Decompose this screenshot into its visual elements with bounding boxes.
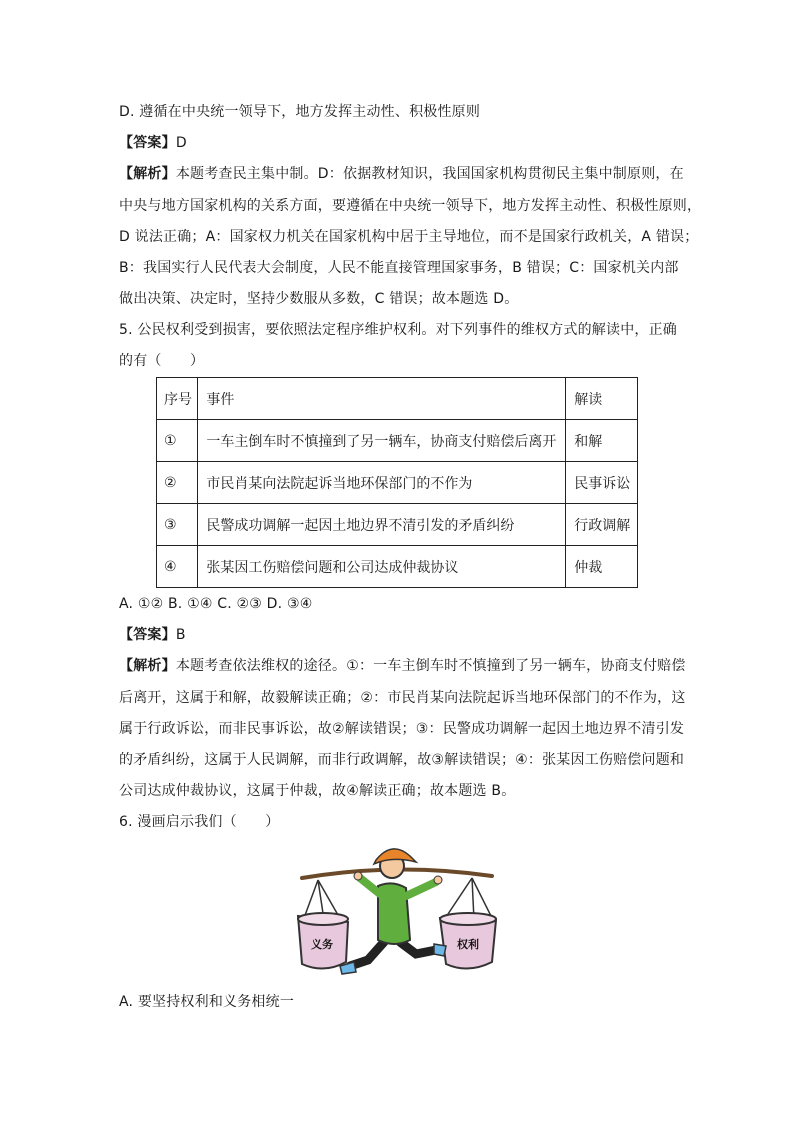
table-header-cell: 序号 [157,378,198,420]
table-header-row [157,378,638,420]
table-cell: 仲裁 [566,546,638,588]
table-cell: ② [157,462,198,504]
right-basket-rim [440,913,496,925]
table-cell: 和解 [566,420,638,462]
question-6-option-a: A. 要坚持权利和义务相统一 [119,994,295,1010]
front-shoe [434,944,446,956]
analysis-1-line-2: 中央与地方国家机构的关系方面，要遵循在中央统一领导下，地方发挥主动性、积极性原则， [119,198,702,214]
table-cell: ③ [157,504,198,546]
table-row [157,462,638,504]
question-5-options: A. ①② B. ①④ C. ②③ D. ③④ [119,596,313,612]
front-leg [400,942,436,954]
question-5-stem-line-2: 的有（ ） [119,353,205,369]
table-row [157,420,638,462]
analysis-2-line-5: 公司达成仲裁协议，这属于仲裁，故④解读正确；故本题选 B。 [119,783,516,799]
table-cell: 行政调解 [566,504,638,546]
answer-line-1 [119,133,679,153]
right-arm [406,882,436,896]
left-basket-rim [298,913,348,925]
question-6-stem: 6. 漫画启示我们（ ） [119,814,280,830]
answer-value: B [175,627,186,643]
answer-label: 【答案】 [119,627,176,643]
left-hand [354,872,362,880]
table-cell: ④ [157,546,198,588]
option-d-previous: D. 遵循在中央统一领导下，地方发挥主动性、积极性原则 [119,104,481,120]
analysis-2-line-3: 属于行政诉讼，而非民事诉讼，故②解读错误；③：民警成功调解一起因土地边界不清引发 [119,721,685,737]
table-row [157,546,638,588]
analysis-1-line-4: B：我国实行人民代表大会制度，人民不能直接管理国家事务，B 错误；C：国家机关内部 [119,260,679,276]
table-header-cell: 解读 [566,378,638,420]
analysis-1-line-5: 做出决策、决定时，坚持少数服从多数，C 错误；故本题选 D。 [119,291,519,307]
analysis-label: 【解析】 [119,658,176,674]
analysis-2-line-1 [119,656,686,676]
table-row [157,504,638,546]
left-basket-label: 义务 [311,938,333,951]
table-header-cell: 事件 [198,378,566,420]
table-cell: 一车主倒车时不慎撞到了另一辆车，协商支付赔偿后离开 [198,420,566,462]
analysis-text: 本题考查依法维权的途径。①：一车主倒车时不慎撞到了另一辆车，协商支付赔偿 [175,658,686,674]
answer-line-2 [119,625,679,645]
answer-value: D [175,135,187,151]
question-5-stem-line-1: 5. 公民权利受到损害，要依照法定程序维护权利。对下列事件的维权方式的解读中，正确 [119,322,678,338]
table-cell: ① [157,420,198,462]
analysis-text: 本题考查民主集中制。D：依据教材知识，我国国家机构贯彻民主集中制原则，在 [175,166,684,182]
back-leg [350,942,384,966]
analysis-2-line-4: 的矛盾纠纷，这属于人民调解，而非行政调解，故③解读错误；④：张某因工伤赔偿问题和 [119,752,685,768]
table-cell: 市民肖某向法院起诉当地环保部门的不作为 [198,462,566,504]
analysis-2-line-2: 后离开，这属于和解，故毅解读正确；②：市民肖某向法院起诉当地环保部门的不作为，这 [119,690,686,706]
right-hand [434,876,442,884]
right-basket-label: 权利 [457,938,479,951]
analysis-label: 【解析】 [119,166,176,182]
table-cell: 张某因工伤赔偿问题和公司达成仲裁协议 [198,546,566,588]
rights-events-table [156,377,638,588]
table-cell: 民事诉讼 [566,462,638,504]
table-cell: 民警成功调解一起因土地边界不清引发的矛盾纠纷 [198,504,566,546]
analysis-1-line-1 [119,164,684,184]
analysis-1-line-3: D 说法正确；A：国家权力机关在国家机构中居于主导地位，而不是国家行政机关，A 错误； [119,229,699,245]
answer-label: 【答案】 [119,135,176,151]
cartoon-illustration [288,842,504,978]
